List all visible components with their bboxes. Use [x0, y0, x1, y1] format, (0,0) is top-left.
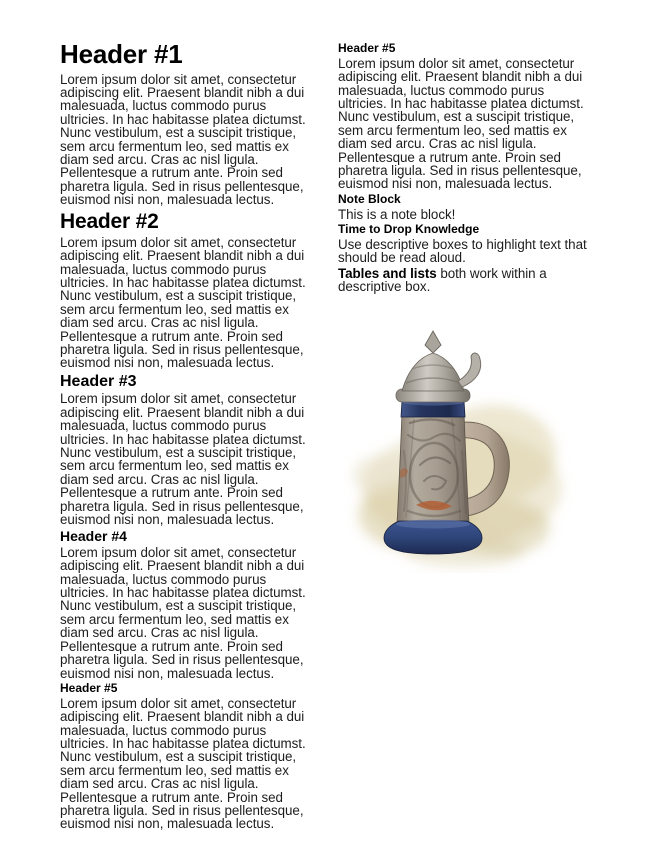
stein-thumb-lever — [458, 354, 481, 388]
section-paragraph: Lorem ipsum dolor sit amet, consectetur adipiscing elit. Praesent blandit nibh a dui malesuada, luctus commodo purus ultricies. In hac habitasse platea dictumst. Nunc vestibulum, est a suscipit tristique, sem arcu fermentum leo, sed mattis ex diam sed arcu. Cras ac nisl ligula. Pellentesque a rutrum ante. Proin sed pharetra ligula. Sed in risus pellentesque, euismod nisi non, malesuada lectus. — [60, 391, 306, 528]
left-column — [60, 40, 312, 833]
section-paragraph: Lorem ipsum dolor sit amet, consectetur adipiscing elit. Praesent blandit nibh a dui malesuada, luctus commodo purus ultricies. In hac habitasse platea dictumst. Nunc vestibulum, est a suscipit tristique, sem arcu fermentum leo, sed mattis ex diam sed arcu. Cras ac nisl ligula. Pellentesque a rutrum ante. Proin sed pharetra ligula. Sed in risus pellentesque, euismod nisi non, malesuada lectus. — [60, 544, 306, 681]
section-title-h5: Header #5 — [338, 41, 396, 55]
stein-lid-cone — [402, 353, 464, 391]
section-paragraph: Lorem ipsum dolor sit amet, consectetur adipiscing elit. Praesent blandit nibh a dui malesuada, luctus commodo purus ultricies. In hac habitasse platea dictumst. Nunc vestibulum, est a suscipit tristique, sem arcu fermentum leo, sed mattis ex diam sed arcu. Cras ac nisl ligula. Pellentesque a rutrum ante. Proin sed pharetra ligula. Sed in risus pellentesque, euismod nisi non, malesuada lectus. — [60, 695, 306, 832]
section-paragraph: Lorem ipsum dolor sit amet, consectetur adipiscing elit. Praesent blandit nibh a dui malesuada, luctus commodo purus ultricies. In hac habitasse platea dictumst. Nunc vestibulum, est a suscipit tristique, sem arcu fermentum leo, sed mattis ex diam sed arcu. Cras ac nisl ligula. Pellentesque a rutrum ante. Proin sed pharetra ligula. Sed in risus pellentesque, euismod nisi non, malesuada lectus. — [338, 55, 584, 192]
right-column — [338, 40, 590, 833]
note-block-body: This is a note block! — [338, 206, 456, 222]
section-title-h2: Header #2 — [60, 209, 159, 233]
section-header-4 — [60, 529, 312, 679]
note-block — [338, 193, 590, 221]
section-title-h1: Header #1 — [60, 39, 183, 69]
descriptive-box-line — [338, 267, 590, 294]
section-title-h5: Header #5 — [60, 680, 118, 695]
section-header-2 — [60, 210, 312, 370]
section-paragraph: Lorem ipsum dolor sit amet, consectetur adipiscing elit. Praesent blandit nibh a dui malesuada, luctus commodo purus ultricies. In hac habitasse platea dictumst. Nunc vestibulum, est a suscipit tristique, sem arcu fermentum leo, sed mattis ex diam sed arcu. Cras ac nisl ligula. Pellentesque a rutrum ante. Proin sed pharetra ligula. Sed in risus pellentesque, euismod nisi non, malesuada lectus. — [60, 71, 306, 208]
knowledge-block — [338, 223, 590, 265]
section-paragraph: Lorem ipsum dolor sit amet, consectetur adipiscing elit. Praesent blandit nibh a dui malesuada, luctus commodo purus ultricies. In hac habitasse platea dictumst. Nunc vestibulum, est a suscipit tristique, sem arcu fermentum leo, sed mattis ex diam sed arcu. Cras ac nisl ligula. Pellentesque a rutrum ante. Proin sed pharetra ligula. Sed in risus pellentesque, euismod nisi non, malesuada lectus. — [60, 234, 306, 371]
section-header-3 — [60, 373, 312, 527]
document-page — [60, 40, 592, 833]
stein-finial — [425, 331, 441, 353]
descriptive-box-line-bold: Tables and lists — [338, 265, 437, 281]
descriptive-box-line-rest: both work within a descriptive box. — [338, 265, 547, 295]
knowledge-block-title: Time to Drop Knowledge — [338, 222, 480, 237]
beer-stein-illustration — [344, 323, 576, 573]
section-header-5-right — [338, 42, 590, 191]
beer-stein-svg — [344, 323, 576, 573]
section-header-5-left — [60, 682, 312, 831]
knowledge-block-body: Use descriptive boxes to highlight text that should be read aloud. — [338, 236, 587, 266]
section-title-h4: Header #4 — [60, 528, 127, 545]
section-header-1 — [60, 40, 312, 207]
note-block-title: Note Block — [338, 191, 401, 206]
section-title-h3: Header #3 — [60, 372, 137, 390]
